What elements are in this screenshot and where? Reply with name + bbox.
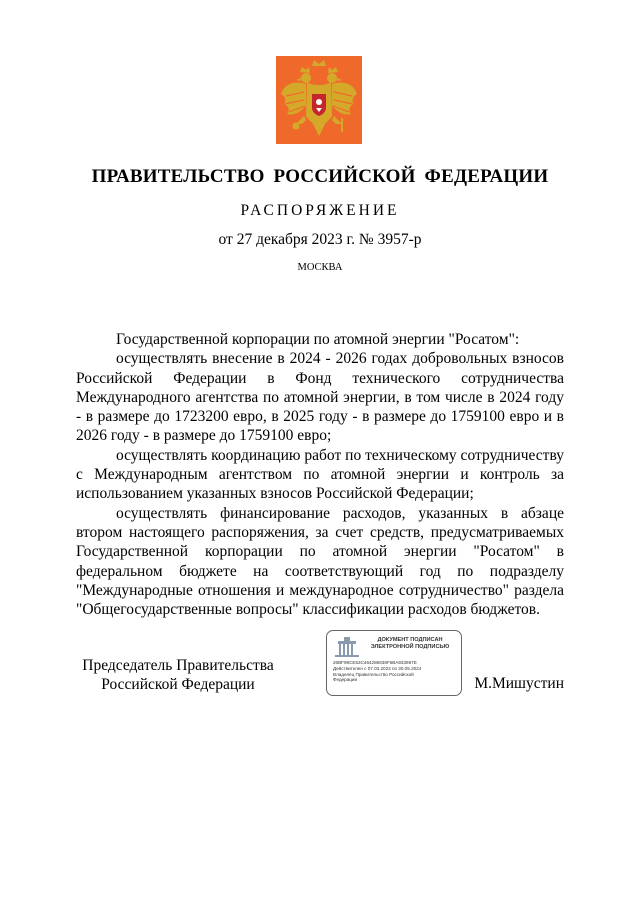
stamp-title-line1: ДОКУМЕНТ ПОДПИСАН xyxy=(377,637,443,643)
body-paragraph: осуществлять координацию работ по техническому сотрудничеству с Международным агентством по атомной энергии и контроль за использованием указанных взносов Российской Федерации; xyxy=(76,446,564,503)
signatory-name: М.Мишустин xyxy=(474,675,564,692)
government-building-svg xyxy=(333,636,361,658)
signatory-position xyxy=(78,656,278,694)
stamp-title xyxy=(363,637,457,651)
coat-of-arms-icon xyxy=(276,56,362,144)
government-building-icon xyxy=(333,636,361,658)
document-type: РАСПОРЯЖЕНИЕ xyxy=(240,202,400,219)
stamp-owner-line1: Владелец Правительство Российской xyxy=(333,671,414,677)
signatory-position-line2: Российской Федерации xyxy=(101,676,255,693)
document-city: МОСКВА xyxy=(297,262,343,273)
stamp-owner-line2: Федерации xyxy=(333,677,358,683)
stamp-certificate: 26BF99CE53C464286636F5BA933967E xyxy=(333,660,417,665)
stamp-title-line2: ЭЛЕКТРОННОЙ ПОДПИСЬЮ xyxy=(370,644,450,650)
body-paragraph: Государственной корпорации по атомной энергии "Росатом": xyxy=(116,331,520,348)
document-body xyxy=(76,330,564,619)
body-paragraph: осуществлять внесение в 2024 - 2026 годах добровольных взносов Российской Федерации в Фонд технического сотрудничества Международного агентства по атомной энергии, в том числе в 2024 году - в размере до 1723200 евро, в 2025 году - в размере до 1759100 евро и в 2026 году - в размере до 1759100 евро; xyxy=(76,350,564,445)
stamp-details xyxy=(333,660,459,683)
document-date-number: от 27 декабря 2023 г. № 3957-р xyxy=(218,231,422,248)
government-title: ПРАВИТЕЛЬСТВО РОССИЙСКОЙ ФЕДЕРАЦИИ xyxy=(91,166,549,187)
signatory-position-line1: Председатель Правительства xyxy=(82,657,274,674)
body-paragraph: осуществлять финансирование расходов, указанных в абзаце втором настоящего распоряжения, за счет средств, предусматриваемых Государственной корпорации по атомной энергии "Росатом" в федеральном бюджете на соответствующий год по подразделу "Международные отношения и международное сотрудничество" раздела "Общегосударственные вопросы" классификации расходов бюджетов. xyxy=(76,504,564,619)
coat-of-arms-svg xyxy=(276,56,362,144)
stamp-validity: Действителен с 07.03.2023 по 30.05.2024 xyxy=(333,665,422,671)
electronic-signature-stamp xyxy=(326,630,462,696)
